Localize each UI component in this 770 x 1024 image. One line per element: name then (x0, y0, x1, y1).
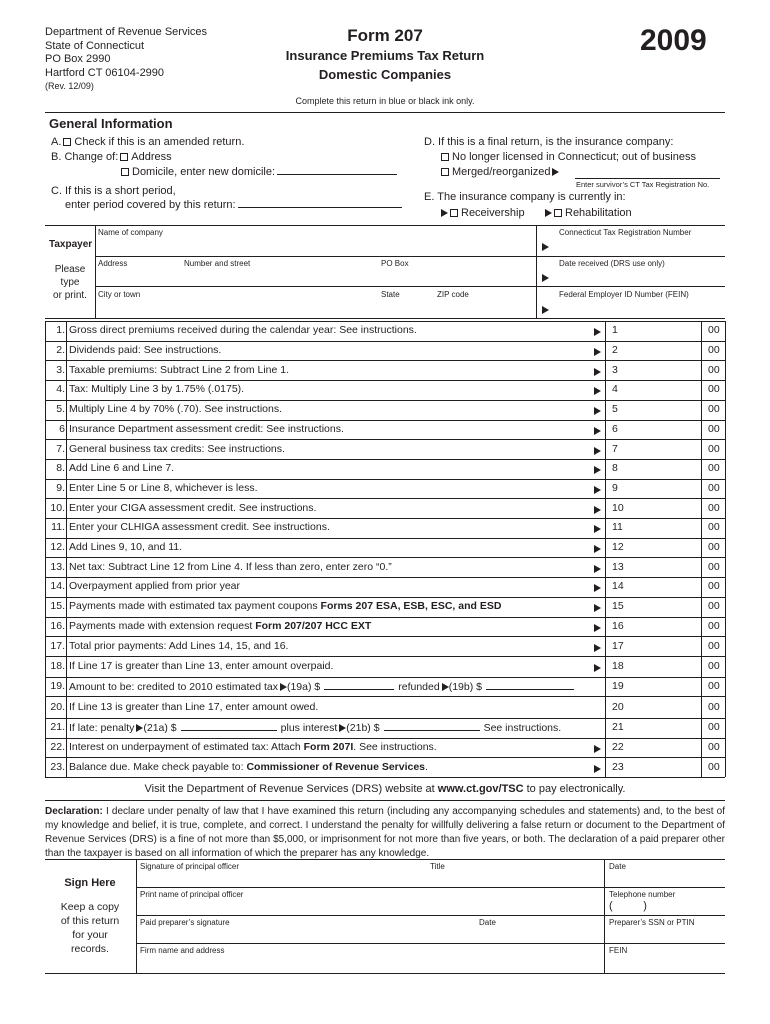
line-text: Add Lines 9, 10, and 11. (69, 541, 183, 554)
cents-value: 00 (708, 679, 720, 692)
arrow-icon (592, 366, 601, 378)
line-box-number: 21 (612, 721, 624, 734)
dept-line: Department of Revenue Services (45, 26, 208, 38)
amount-input[interactable] (635, 558, 700, 576)
line-number: 9. (56, 481, 65, 494)
line-text: Gross direct premiums received during the calendar year: See instructions. (69, 324, 417, 337)
cents-value: 00 (708, 403, 720, 416)
arrow-icon (592, 425, 601, 437)
line-description (69, 324, 417, 336)
line-text: Payments made with extension request (69, 619, 256, 632)
arrow-icon (592, 543, 601, 555)
line-description (69, 383, 244, 395)
line-box-number: 20 (612, 700, 624, 713)
arrow-icon (592, 484, 601, 496)
credited-amount-input[interactable] (324, 680, 394, 690)
cents-value: 00 (708, 659, 720, 672)
line-box-number: 9 (612, 481, 618, 494)
website-link[interactable]: www.ct.gov/TSC (437, 783, 524, 795)
line-box-number: 8 (612, 462, 618, 475)
line-description (69, 344, 221, 356)
form-reference: Form 207/207 HCC EXT (255, 619, 372, 632)
arrow-icon (592, 405, 601, 417)
arrow-icon (592, 642, 601, 654)
form-subtitle-2: Domestic Companies (318, 67, 452, 82)
preparer-signature-input[interactable] (137, 927, 603, 942)
line-text: refunded (398, 680, 440, 693)
arrow-icon (594, 486, 601, 494)
arrow-icon (592, 346, 601, 358)
line-text: Taxable premiums: Subtract Line 2 from Line 1. (69, 363, 290, 376)
dept-line: Hartford CT 06104-2990 (45, 66, 165, 79)
preparer-ssn-label: Preparer’s SSN or PTIN (609, 918, 695, 927)
line-number: 10. (50, 501, 65, 514)
refunded-amount-input[interactable] (486, 680, 574, 690)
amount-input[interactable] (635, 440, 700, 458)
survivor-registration-input[interactable] (575, 178, 720, 179)
declaration-body: I declare under penalty of law that I have examined this return (including any accompanying schedules and statements) and, to the best of my knowledge and belief, it is true, complete, and correct. I understand the penalty for willfully delivering a false return or document to the Department of Revenue Services (DRS) is a fine of not more than $5,000, or imprisonment for not more than five years, or both. The declaration of a paid preparer other than the taxpayer is based on all information of which the preparer has any knowledge. (45, 806, 725, 859)
line-description (69, 521, 330, 533)
arrow-icon (592, 563, 601, 575)
cents-value: 00 (708, 521, 720, 534)
checkbox[interactable] (450, 209, 458, 217)
arrow-icon (594, 624, 601, 632)
line-number: 21. (50, 721, 65, 734)
line-text: Enter your CIGA assessment credit. See instructions. (69, 501, 317, 514)
print-name-input[interactable] (137, 899, 603, 914)
line-description (69, 403, 282, 415)
option-text: enter period covered by this return: (65, 199, 236, 211)
form-subtitle: Insurance Premiums Tax Return (285, 48, 485, 63)
option-text: Address (131, 151, 172, 163)
taxpayer-label: Taxpayer (49, 239, 93, 250)
firm-name-label: Firm name and address (140, 946, 225, 955)
address-label: Address (98, 259, 128, 268)
arrow-icon (592, 385, 601, 397)
rehabilitation-option[interactable] (543, 206, 632, 221)
amount-input[interactable] (635, 401, 700, 419)
line-number: 23. (50, 760, 65, 773)
line-number: 3. (56, 363, 65, 376)
form-reference: Forms 207 ESA, ESB, ESC, and ESD (320, 600, 502, 613)
arrow-icon (594, 604, 601, 612)
po-box-label: PO Box (381, 259, 409, 268)
final-return-label: D. If this is a final return, is the insurance company: (424, 136, 674, 148)
line-description (69, 580, 240, 592)
line-box-number: 3 (612, 363, 618, 376)
option-text: Merged/reorganized (452, 166, 551, 178)
please-type-note (47, 263, 93, 302)
arrow-icon (594, 387, 601, 395)
line-text: If Line 13 is greater than Line 17, enter amount owed. (69, 700, 319, 713)
cents-value: 00 (708, 422, 720, 435)
arrow-icon (594, 427, 601, 435)
cents-value: 00 (708, 580, 720, 593)
amount-input[interactable] (635, 342, 700, 360)
preparer-date-label: Date (479, 918, 496, 927)
amount-input[interactable] (635, 539, 700, 557)
line-description (69, 721, 561, 734)
option-text: Domicile, enter new domicile: (132, 166, 276, 178)
line-number: 1. (56, 324, 65, 337)
sign-here-label: Sign Here (64, 877, 116, 889)
arrow-icon (594, 745, 601, 753)
arrow-icon (441, 209, 448, 217)
line-number: 12. (50, 541, 65, 554)
checkbox[interactable] (121, 168, 129, 176)
line-description (69, 761, 428, 773)
amount-input[interactable] (635, 598, 700, 616)
line-number: 4. (56, 383, 65, 396)
arrow-icon (594, 565, 601, 573)
line-description (69, 482, 258, 494)
preparer-signature-label: Paid preparer’s signature (140, 918, 230, 927)
date-received-label: Date received (DRS use only) (559, 259, 665, 268)
arrow-icon (540, 304, 549, 316)
cents-value: 00 (708, 344, 720, 357)
amount-input[interactable] (635, 719, 700, 737)
line-text: Multiply Line 4 by 70% (.70). See instructions. (69, 403, 283, 416)
telephone-label: Telephone number (609, 890, 676, 899)
line-description (69, 443, 285, 455)
cents-value: 00 (708, 363, 720, 376)
arrow-icon (540, 241, 549, 253)
officer-signature-input[interactable] (137, 871, 603, 886)
line-text: . See instructions. (353, 741, 437, 754)
line-box-number: 5 (612, 403, 618, 416)
line-box-number: 22 (612, 741, 624, 754)
line-box-number: 1 (612, 324, 618, 337)
city-state-zip-input[interactable] (96, 300, 535, 317)
line-number: 18. (50, 659, 65, 672)
cents-value: 00 (708, 324, 720, 337)
amount-input[interactable] (635, 519, 700, 537)
dept-line: PO Box 2990 (45, 53, 111, 65)
line-text: (21b) $ (346, 722, 380, 735)
line-box-number: 13 (612, 560, 624, 573)
new-domicile-input[interactable] (277, 165, 397, 175)
tax-year: 2009 (640, 24, 707, 57)
ink-instruction: Complete this return in blue or black ink only. (295, 96, 475, 106)
arrow-icon (594, 447, 601, 455)
company-name-input[interactable] (96, 238, 535, 255)
checkbox[interactable] (120, 153, 128, 161)
line-number: 7. (56, 442, 65, 455)
preparer-ssn-input[interactable] (605, 927, 724, 942)
period-covered-input[interactable] (238, 198, 402, 208)
line-box-number: 14 (612, 580, 624, 593)
line-text: Enter your CLHIGA assessment credit. See instructions. (69, 521, 330, 534)
survivor-label: Enter survivor’s CT Tax Registration No. (576, 180, 710, 189)
cents-value: 00 (708, 541, 720, 554)
line-description (69, 423, 344, 435)
amount-input[interactable] (635, 381, 700, 399)
arrow-icon (592, 504, 601, 516)
ct-registration-input[interactable] (552, 238, 724, 255)
no-longer-licensed-option[interactable] (439, 150, 696, 165)
amount-input[interactable] (635, 618, 700, 636)
line-text: Payments made with estimated tax payment coupons (69, 600, 321, 613)
amount-input[interactable] (635, 637, 700, 655)
line-box-number: 10 (612, 501, 624, 514)
company-name-label: Name of company (98, 228, 163, 237)
arrow-icon (594, 348, 601, 356)
line-text: . (425, 760, 428, 773)
arrow-icon (442, 683, 449, 691)
cents-value: 00 (708, 741, 720, 754)
line-box-number: 16 (612, 619, 624, 632)
line-box-number: 19 (612, 679, 624, 692)
line-description (69, 701, 318, 713)
line-text: General business tax credits: See instructions. (69, 442, 285, 455)
line-text: Amount to be: credited to 2010 estimated tax (69, 680, 278, 693)
arrow-icon (592, 523, 601, 535)
declaration-text (45, 805, 725, 861)
line-box-number: 11 (612, 521, 623, 534)
line-text: Insurance Department assessment credit: See instructions. (69, 422, 344, 435)
line-number: 15. (50, 600, 65, 613)
amount-input[interactable] (635, 460, 700, 478)
item-label: A. (51, 136, 62, 148)
arrow-icon (594, 328, 601, 336)
general-information-title: General Information (49, 116, 173, 131)
line-description (69, 600, 501, 612)
telephone-input[interactable]: ( ) (609, 900, 647, 912)
officer-date-input[interactable] (605, 871, 724, 886)
arrow-icon (592, 464, 601, 476)
penalty-amount-input[interactable] (181, 721, 277, 731)
arrow-icon (592, 602, 601, 614)
cents-value: 00 (708, 383, 720, 396)
line-number: 19. (50, 679, 65, 692)
note-text: to pay electronically. (523, 783, 626, 795)
line-number: 5. (56, 403, 65, 416)
note-line: for your (72, 929, 108, 941)
print-name-label: Print name of principal officer (140, 890, 244, 899)
amount-input[interactable] (635, 322, 700, 340)
line-number: 20. (50, 700, 65, 713)
line-box-number: 17 (612, 639, 624, 652)
cents-value: 00 (708, 442, 720, 455)
arrow-icon (594, 545, 601, 553)
option-text: Receivership (461, 207, 525, 219)
amount-input[interactable] (635, 758, 700, 776)
line-text: If late: penalty (69, 722, 135, 735)
line-box-number: 18 (612, 659, 624, 672)
number-street-label: Number and street (184, 259, 251, 268)
short-period-option[interactable] (65, 198, 402, 213)
visit-website-note (0, 783, 770, 795)
currently-in-label: E. The insurance company is currently in: (424, 191, 626, 203)
line-box-number: 4 (612, 383, 618, 396)
cents-value: 00 (708, 600, 720, 613)
line-description (69, 660, 333, 672)
cents-value: 00 (708, 560, 720, 573)
line-number: 13. (50, 560, 65, 573)
firm-name-input[interactable] (137, 955, 603, 972)
line-number: 6 (59, 422, 65, 435)
arrow-icon (592, 622, 601, 634)
line-box-number: 12 (612, 541, 624, 554)
checkbox[interactable] (441, 168, 449, 176)
line-text: Balance due. Make check payable to: (69, 760, 247, 773)
arrow-icon (545, 209, 552, 217)
line-text: Add Line 6 and Line 7. (69, 462, 175, 475)
arrow-icon (592, 445, 601, 457)
ct-registration-label: Connecticut Tax Registration Number (559, 228, 692, 237)
officer-signature-label: Signature of principal officer (140, 862, 240, 871)
line-description (69, 462, 174, 474)
cents-value: 00 (708, 481, 720, 494)
amount-input[interactable] (635, 657, 700, 676)
line-box-number: 2 (612, 344, 618, 357)
arrow-icon (594, 525, 601, 533)
arrow-icon (592, 662, 601, 674)
state-label: State (381, 290, 400, 299)
line-box-number: 6 (612, 422, 618, 435)
amount-input[interactable] (635, 739, 700, 757)
line-description (69, 620, 371, 632)
line-text: (19a) $ (286, 680, 321, 693)
line-description (69, 640, 288, 652)
revision-date: (Rev. 12/09) (45, 81, 94, 91)
cents-value: 00 (708, 700, 720, 713)
line-box-number: 7 (612, 442, 618, 455)
arrow-icon (594, 765, 601, 773)
form-number: Form 207 (347, 26, 423, 45)
cents-value: 00 (708, 462, 720, 475)
note-text: Visit the Department of Revenue Services (DRS) website at (144, 783, 438, 795)
city-label: City or town (98, 290, 141, 299)
line-text: (21a) $ (143, 722, 177, 735)
fein-input[interactable] (552, 300, 724, 317)
date-label: Date (609, 862, 626, 871)
line-number: 22. (50, 741, 65, 754)
zip-label: ZIP code (437, 290, 469, 299)
arrow-icon (592, 326, 601, 338)
line-description (69, 541, 182, 553)
declaration-label: Declaration: (45, 806, 103, 817)
line-text: Tax: Multiply Line 3 by 1.75% (.0175). (69, 383, 245, 396)
line-description (69, 364, 289, 376)
arrow-icon (592, 582, 601, 594)
line-text: Enter Line 5 or Line 8, whichever is less. (69, 481, 258, 494)
amount-input[interactable] (635, 678, 700, 696)
arrow-icon (594, 407, 601, 415)
arrow-icon (594, 466, 601, 474)
arrow-icon (594, 368, 601, 376)
arrow-icon (594, 584, 601, 592)
line-number: 16. (50, 619, 65, 632)
arrow-icon (540, 272, 549, 284)
cents-value: 00 (708, 639, 720, 652)
payee-name: Commissioner of Revenue Services (246, 760, 426, 773)
merged-option[interactable] (439, 165, 559, 180)
checkbox[interactable] (441, 153, 449, 161)
arrow-icon (552, 168, 559, 176)
cents-value: 00 (708, 501, 720, 514)
line-box-number: 23 (612, 760, 624, 773)
option-text: Check if this is an amended return. (74, 136, 245, 148)
amount-input[interactable] (635, 499, 700, 517)
line-description (69, 561, 392, 573)
keep-copy-note (45, 900, 135, 956)
fein-label: Federal Employer ID Number (FEIN) (559, 290, 689, 299)
amended-return-option[interactable] (51, 135, 244, 150)
line-number: 2. (56, 344, 65, 357)
firm-fein-label: FEIN (609, 946, 628, 955)
firm-fein-input[interactable] (605, 955, 724, 972)
change-of-address-option[interactable] (51, 150, 172, 165)
line-number: 14. (50, 580, 65, 593)
line-text: Overpayment applied from prior year (69, 580, 240, 593)
note-line: type (60, 277, 80, 288)
note-line: Keep a copy (60, 901, 120, 913)
line-text: Total prior payments: Add Lines 14, 15, and 16. (69, 639, 289, 652)
amount-input[interactable] (635, 578, 700, 596)
note-line: of this return (60, 915, 120, 927)
line-text: Interest on underpayment of estimated tax: Attach (69, 741, 304, 754)
arrow-icon (592, 763, 601, 775)
line-number: 8. (56, 462, 65, 475)
line-description (69, 680, 578, 693)
dept-line: State of Connecticut (45, 39, 145, 52)
checkbox[interactable] (63, 138, 71, 146)
line-description (69, 502, 316, 514)
amount-input[interactable] (635, 480, 700, 498)
form-reference: Form 207I (303, 741, 354, 754)
line-text: Dividends paid: See instructions. (69, 344, 222, 357)
receivership-option[interactable] (439, 206, 525, 221)
arrow-icon (594, 664, 601, 672)
line-number: 17. (50, 639, 65, 652)
interest-amount-input[interactable] (384, 721, 480, 731)
address-input[interactable] (96, 269, 535, 285)
line-number: 11. (51, 521, 65, 534)
amount-input[interactable] (635, 421, 700, 439)
arrow-icon (594, 506, 601, 514)
arrow-icon (592, 743, 601, 755)
cents-value: 00 (708, 760, 720, 773)
item-label: B. Change of: (51, 151, 119, 163)
checkbox[interactable] (554, 209, 562, 217)
amount-input[interactable] (635, 697, 700, 717)
cents-value: 00 (708, 619, 720, 632)
line-text: Net tax: Subtract Line 12 from Line 4. If less than zero, enter zero “0.” (69, 560, 392, 573)
amount-input[interactable] (635, 361, 700, 379)
line-text: If Line 17 is greater than Line 13, enter amount overpaid. (69, 659, 334, 672)
cents-value: 00 (708, 721, 720, 734)
note-line: records. (71, 943, 109, 955)
short-period-label: C. If this is a short period, (51, 185, 176, 197)
note-line: Please (54, 264, 86, 275)
line-text: plus interest (280, 722, 338, 735)
line-description (69, 741, 437, 753)
title-label: Title (430, 862, 445, 871)
note-line: or print. (53, 290, 87, 301)
option-text: Rehabilitation (565, 207, 632, 219)
arrow-icon (280, 683, 287, 691)
line-text: See instructions. (483, 722, 562, 735)
arrow-icon (594, 644, 601, 652)
line-text: (19b) $ (448, 680, 482, 693)
change-of-domicile-option[interactable] (119, 165, 397, 180)
option-text: No longer licensed in Connecticut; out of business (452, 151, 696, 163)
line-box-number: 15 (612, 600, 624, 613)
